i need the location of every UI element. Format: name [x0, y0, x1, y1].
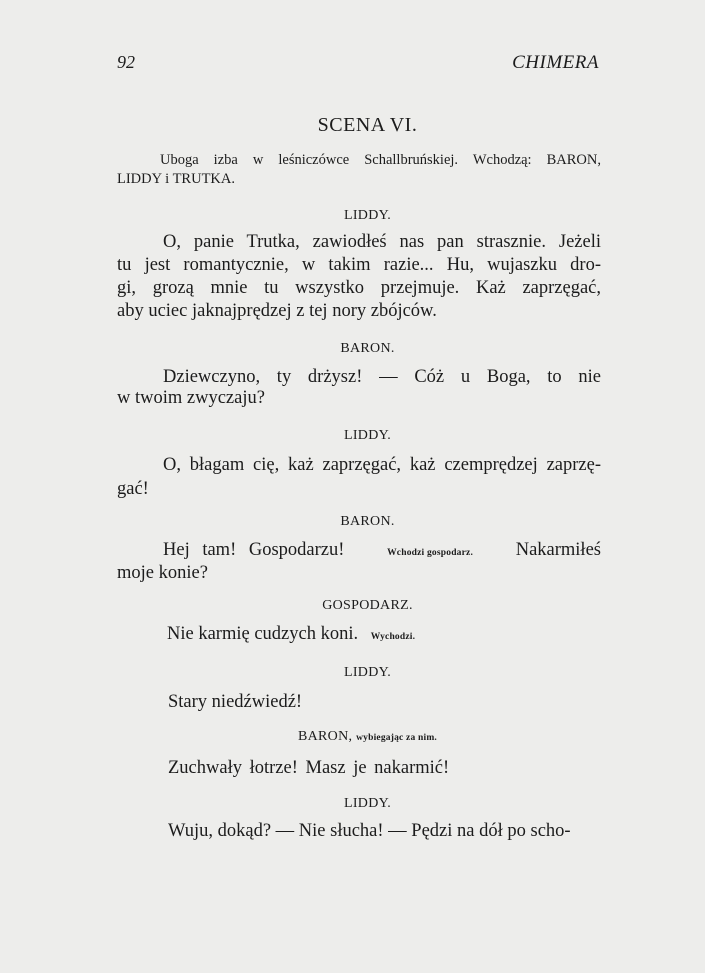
speech-line: gi, grozą mnie tu wszystko przejmuje. Każ zaprzęgać, [117, 278, 601, 298]
speech-text: Nakarmiłeś [515, 540, 601, 560]
stage-direction: Wychodzi. [370, 632, 416, 642]
speaker-name: LIDDY. [343, 428, 392, 443]
speaker-name: LIDDY. [343, 796, 392, 811]
speech-line: Dziewczyno, ty drżysz! — Cóż u Boga, to nie [163, 367, 601, 387]
speaker-name [0, 729, 705, 745]
scene-title: SCENA VI. [317, 114, 418, 136]
page-number: 92 [117, 52, 135, 72]
speech-line: gać! [117, 479, 149, 499]
stage-direction: wybiegając za nim. [356, 733, 438, 743]
speech-line: Stary niedźwiedź! [168, 692, 303, 712]
speaker-label: BARON, [297, 729, 353, 744]
speech-text: Hej tam! Gospodarzu! [163, 540, 345, 560]
speech-line: moje konie? [117, 563, 208, 583]
speech-line [163, 539, 601, 564]
speech-line: tu jest romantycznie, w takim razie... Hu, wujaszku dro- [117, 255, 601, 275]
speech-line [167, 623, 415, 648]
speaker-name: LIDDY. [343, 665, 392, 680]
scene-direction-line: Uboga izba w leśniczówce Schallbruńskiej. Wchodzą: BARON, [160, 152, 601, 168]
speech-text: Nie karmię cudzych koni. [167, 624, 359, 644]
speech-line: aby uciec jaknajprędzej z tej nory zbójców. [117, 301, 437, 321]
speaker-name: BARON. [340, 514, 395, 529]
speech-line: O, błagam cię, każ zaprzęgać, każ czemprędzej zaprzę- [163, 455, 601, 475]
running-title: CHIMERA [512, 52, 599, 73]
speech-line: w twoim zwyczaju? [117, 388, 265, 408]
speech-line: Zuchwały łotrze! Masz je nakarmić! [168, 758, 450, 778]
speaker-name: LIDDY. [343, 208, 392, 223]
stage-direction: Wchodzi gospodarz. [387, 548, 474, 558]
speaker-name: BARON. [340, 341, 395, 356]
speech-line: Wuju, dokąd? — Nie słucha! — Pędzi na dół po scho- [168, 821, 571, 841]
scene-direction-line: LIDDY i TRUTKA. [117, 171, 236, 187]
speaker-name: GOSPODARZ. [322, 598, 413, 613]
speech-line: O, panie Trutka, zawiodłeś nas pan strasznie. Jeżeli [163, 232, 601, 252]
